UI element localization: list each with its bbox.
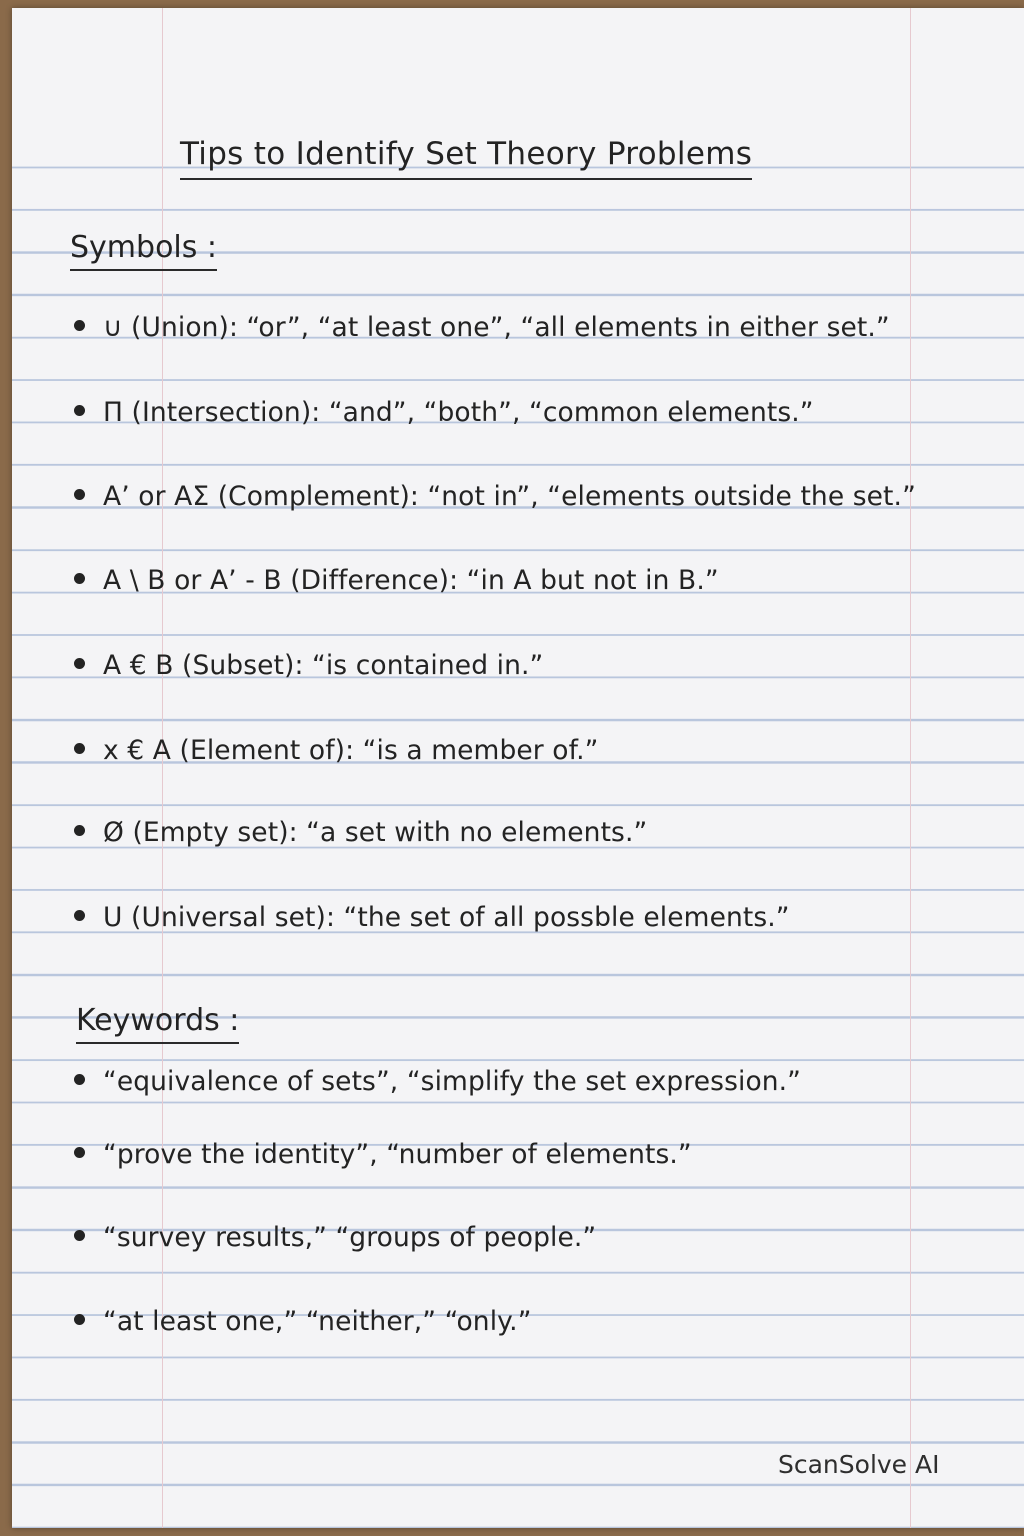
symbol-item-text: U (Universal set): “the set of all possble elements.” <box>103 902 790 933</box>
keyword-item-text: “equivalence of sets”, “simplify the set expression.” <box>103 1066 802 1097</box>
bullet-icon <box>74 405 85 416</box>
keyword-item-text: “at least one,” “neither,” “only.” <box>103 1306 532 1337</box>
page-title: Tips to Identify Set Theory Problems <box>180 136 752 180</box>
keyword-item <box>74 1306 532 1337</box>
bullet-icon <box>74 825 85 836</box>
symbol-item-text: A € B (Subset): “is contained in.” <box>103 650 544 681</box>
symbol-item-universal-set <box>74 902 790 933</box>
bullet-icon <box>74 1074 85 1085</box>
symbol-item-text: Ø (Empty set): “a set with no elements.” <box>103 817 648 848</box>
symbol-item-difference <box>74 565 719 596</box>
symbols-heading: Symbols : <box>70 230 217 271</box>
bullet-icon <box>74 489 85 500</box>
bullet-icon <box>74 1314 85 1325</box>
symbol-item-element-of <box>74 735 598 766</box>
bullet-icon <box>74 743 85 754</box>
symbol-item-subset <box>74 650 543 681</box>
symbol-item-union <box>74 312 890 343</box>
bullet-icon <box>74 1147 85 1158</box>
symbol-item-text: ∪ (Union): “or”, “at least one”, “all elements in either set.” <box>103 312 890 343</box>
symbol-item-text: x € A (Element of): “is a member of.” <box>103 735 599 766</box>
symbol-item-empty-set <box>74 817 647 848</box>
symbol-item-text: A \ B or A’ - B (Difference): “in A but not in B.” <box>103 565 719 596</box>
keyword-item <box>74 1222 596 1253</box>
symbol-item-intersection <box>74 397 814 428</box>
symbol-item-text: Π (Intersection): “and”, “both”, “common elements.” <box>103 397 814 428</box>
bullet-icon <box>74 658 85 669</box>
keywords-heading: Keywords : <box>76 1003 239 1044</box>
bullet-icon <box>74 320 85 331</box>
keyword-item-text: “prove the identity”, “number of elements.” <box>103 1139 692 1170</box>
keyword-item-text: “survey results,” “groups of people.” <box>103 1222 597 1253</box>
bullet-icon <box>74 910 85 921</box>
right-margin-line <box>910 8 911 1528</box>
watermark-label: ScanSolve AI <box>778 1450 940 1479</box>
symbol-item-complement <box>74 481 916 512</box>
symbol-item-text: A’ or AΣ (Complement): “not in”, “elements outside the set.” <box>103 481 916 512</box>
bullet-icon <box>74 573 85 584</box>
bullet-icon <box>74 1230 85 1241</box>
keyword-item <box>74 1066 801 1097</box>
keyword-item <box>74 1139 692 1170</box>
notebook-page <box>12 8 1024 1528</box>
